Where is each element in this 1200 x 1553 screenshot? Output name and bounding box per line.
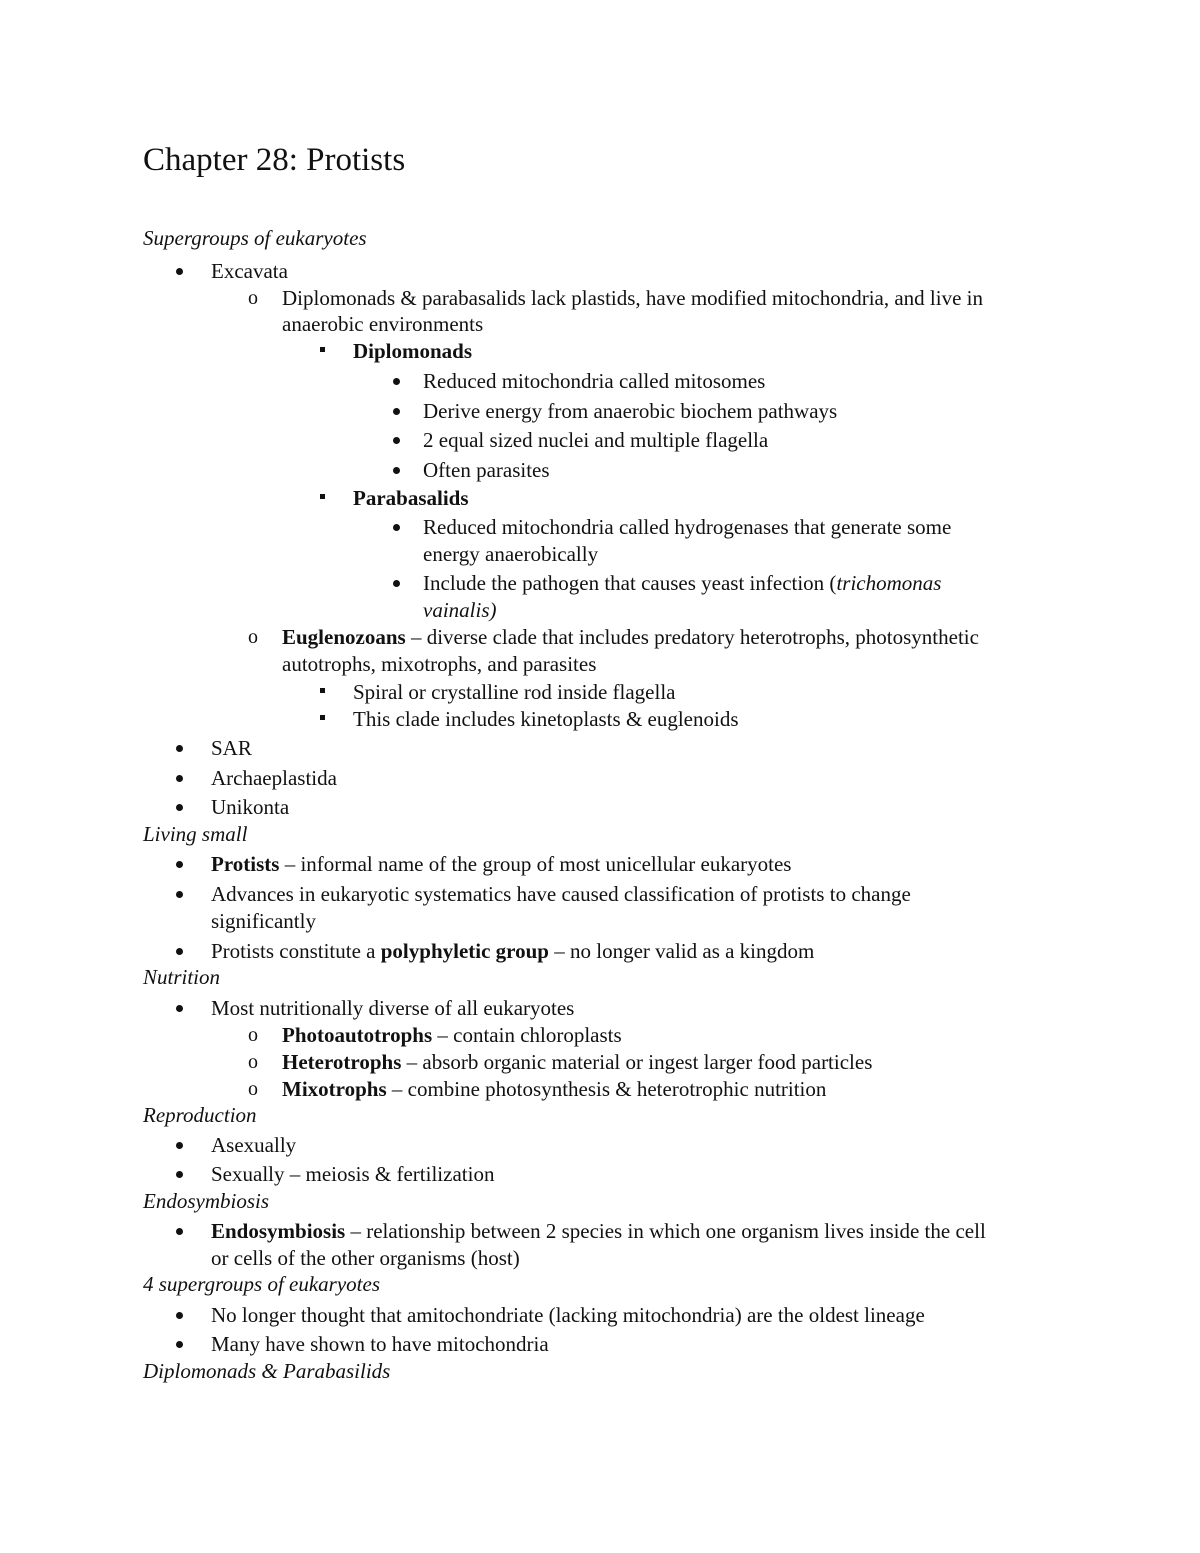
list-item: No longer thought that amitochondriate (lacking mitochondria) are the oldest lineage [211, 1303, 925, 1327]
list-item-diplomonads-parabasalids: Diplomonads & parabasalids lack plastids, have modified mitochondria, and live in [282, 286, 984, 310]
list-item-sar: SAR [211, 736, 252, 760]
bullet-dot-icon [176, 1341, 183, 1348]
bullet-dot-icon [176, 891, 183, 898]
list-item: This clade includes kinetoplasts & euglenoids [353, 707, 739, 731]
page-title: Chapter 28: Protists [143, 142, 406, 178]
bullet-square-icon [320, 688, 325, 693]
bullet-dot-icon [176, 268, 183, 275]
bullet-dot-icon [393, 580, 400, 587]
list-item-unikonta: Unikonta [211, 795, 290, 819]
bullet-dot-icon [393, 378, 400, 385]
list-item: Reduced mitochondria called mitosomes [423, 369, 766, 393]
section-heading-reproduction: Reproduction [143, 1103, 257, 1127]
section-heading-living-small: Living small [143, 822, 248, 846]
definition: – contain chloroplasts [432, 1023, 622, 1047]
list-item-archaeplastida: Archaeplastida [211, 766, 337, 790]
term-protists: Protists [211, 852, 280, 876]
list-item-continuation: anaerobic environments [282, 312, 484, 336]
term-endosymbiosis: Endosymbiosis [211, 1219, 346, 1243]
bullet-dot-icon [176, 861, 183, 868]
term-parabasalids: Parabasalids [353, 486, 469, 510]
bullet-circle-icon: o [248, 287, 258, 309]
bullet-dot-icon [176, 1312, 183, 1319]
term-mixotrophs: Mixotrophs [282, 1077, 387, 1101]
definition: – diverse clade that includes predatory heterotrophs, photosynthetic [405, 625, 979, 649]
list-item-continuation: significantly [211, 909, 316, 933]
bullet-dot-icon [176, 1171, 183, 1178]
list-item [211, 1218, 986, 1244]
bullet-circle-icon: o [248, 1024, 258, 1046]
list-item-continuation: energy anaerobically [423, 542, 599, 566]
text-run: Include the pathogen that causes yeast infection ( [423, 571, 837, 595]
bullet-dot-icon [176, 1005, 183, 1012]
text-run: – no longer valid as a kingdom [548, 939, 815, 963]
section-heading-diplomonads-parabasilids: Diplomonads & Parabasilids [143, 1359, 391, 1383]
list-item: Advances in eukaryotic systematics have caused classification of protists to change [211, 882, 911, 906]
list-item-continuation: or cells of the other organisms (host) [211, 1246, 520, 1270]
section-heading-nutrition: Nutrition [143, 965, 221, 989]
list-item [211, 851, 791, 877]
list-item: Most nutritionally diverse of all eukaryotes [211, 996, 575, 1020]
definition: – absorb organic material or ingest larger food particles [401, 1050, 873, 1074]
bullet-dot-icon [176, 1228, 183, 1235]
species-name-continuation: vainalis) [423, 598, 497, 622]
bullet-circle-icon: o [248, 626, 258, 648]
bullet-circle-icon: o [248, 1078, 258, 1100]
term-euglenozoans: Euglenozoans [282, 625, 406, 649]
bullet-dot-icon [176, 804, 183, 811]
list-item [282, 1022, 622, 1048]
bullet-dot-icon [393, 437, 400, 444]
list-item-excavata: Excavata [211, 259, 288, 283]
list-item: Spiral or crystalline rod inside flagella [353, 680, 676, 704]
section-heading-supergroups: Supergroups of eukaryotes [143, 226, 367, 250]
bullet-dot-icon [393, 408, 400, 415]
list-item: Sexually – meiosis & fertilization [211, 1162, 495, 1186]
list-item: Derive energy from anaerobic biochem pathways [423, 399, 838, 423]
list-item: 2 equal sized nuclei and multiple flagella [423, 428, 769, 452]
definition: – informal name of the group of most unicellular eukaryotes [279, 852, 792, 876]
bullet-dot-icon [393, 467, 400, 474]
list-item [211, 938, 814, 964]
bullet-dot-icon [176, 948, 183, 955]
bullet-square-icon [320, 347, 325, 352]
list-item: Often parasites [423, 458, 550, 482]
term-photoautotrophs: Photoautotrophs [282, 1023, 433, 1047]
list-item: Reduced mitochondria called hydrogenases that generate some [423, 515, 952, 539]
list-item: Many have shown to have mitochondria [211, 1332, 549, 1356]
definition: – relationship between 2 species in which one organism lives inside the cell [345, 1219, 986, 1243]
text-run: Protists constitute a [211, 939, 381, 963]
term-diplomonads: Diplomonads [353, 339, 473, 363]
bullet-circle-icon: o [248, 1051, 258, 1073]
species-name: trichomonas [836, 571, 942, 595]
bullet-dot-icon [176, 745, 183, 752]
bullet-dot-icon [176, 775, 183, 782]
bullet-dot-icon [393, 524, 400, 531]
bullet-dot-icon [176, 1142, 183, 1149]
bullet-square-icon [320, 494, 325, 499]
definition: – combine photosynthesis & heterotrophic nutrition [386, 1077, 827, 1101]
term-heterotrophs: Heterotrophs [282, 1050, 402, 1074]
term-polyphyletic: polyphyletic group [380, 939, 549, 963]
section-heading-four-supergroups: 4 supergroups of eukaryotes [143, 1272, 380, 1296]
list-item: Asexually [211, 1133, 297, 1157]
bullet-square-icon [320, 715, 325, 720]
list-item-euglenozoans [282, 624, 979, 650]
list-item-continuation: autotrophs, mixotrophs, and parasites [282, 652, 597, 676]
list-item [282, 1049, 872, 1075]
section-heading-endosymbiosis: Endosymbiosis [143, 1189, 269, 1213]
list-item [423, 570, 941, 596]
list-item [282, 1076, 826, 1102]
